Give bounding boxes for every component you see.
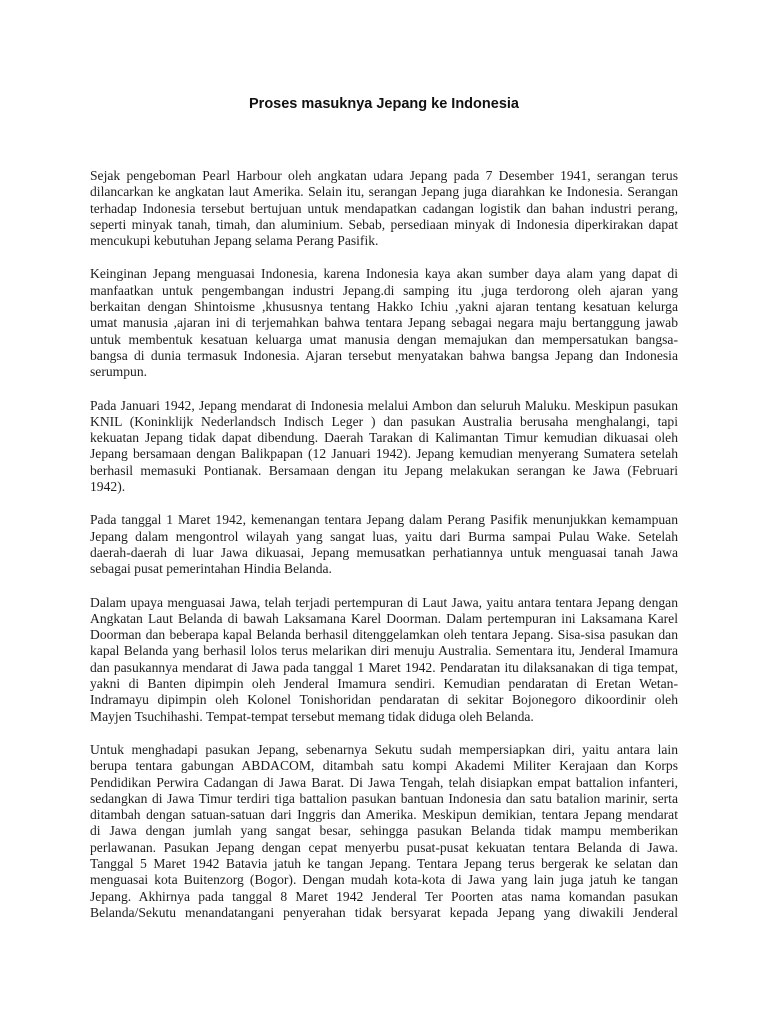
text-line: daerah-daerah di luar Jawa dikuasai, Jepang memusatkan perhatiannya untuk menguasai tanah Jawa: [90, 544, 678, 560]
text-line: Jepang dalam mengontrol wilayah yang sangat luas, yaitu dari Burma sampai Pulau Wake. Setelah: [90, 528, 678, 544]
text-line: Indramayu dipimpin oleh Kolonel Tonishoridan pendaratan di sekitar Bojonegoro dikoordinir oleh: [90, 692, 678, 708]
text-line: Pada Januari 1942, Jepang mendarat di Indonesia melalui Ambon dan seluruh Maluku. Meskipun pasukan: [90, 397, 678, 413]
text-line: yakni di Banten dipimpin oleh Jenderal Imamura sendiri. Kemudian pendaratan di Eretan Wetan-: [90, 676, 678, 692]
text-line: Untuk menghadapi pasukan Jepang, sebenarnya Sekutu sudah mempersiapkan diri, yaitu antara lain: [90, 741, 678, 757]
text-line: dan pasukannya mendarat di Jawa pada tanggal 1 Maret 1942. Pendaratan itu dilaksanakan di tiga tempat,: [90, 659, 678, 675]
paragraph-6: [90, 742, 678, 921]
text-line: sebagai pusat pemerintahan Hindia Belanda.: [90, 561, 332, 577]
paragraph-5: [90, 595, 678, 725]
text-line: berhasil memasuki Pontianak. Bersamaan dengan itu Jepang melakukan serangan ke Jawa (Februari: [90, 462, 678, 478]
text-line: 1942).: [90, 479, 126, 495]
text-line: berkaitan dengan Shintoisme ,khususnya tentang Hakko Ichiu ,yakni ajaran tentang kesatuan kelurga: [90, 299, 678, 315]
text-line: bangsa di dunia termasuk Indonesia. Ajaran tersebut menyatakan bahwa bangsa Jepang dan Indonesia: [90, 347, 678, 363]
text-line: Tanggal 5 Maret 1942 Batavia jatuh ke tangan Jepang. Tentara Jepang terus bergerak ke selatan dan: [90, 855, 678, 871]
text-line: Pada tanggal 1 Maret 1942, kemenangan tentara Jepang dalam Perang Pasifik menunjukkan kemampuan: [90, 512, 678, 528]
text-line: umat manusia ,ajaran ini di terjemahkan bahwa tentara Jepang sebagai negara maju bertanggung jawab: [90, 315, 678, 331]
text-line: Pendidikan Perwira Cadangan di Jawa Barat. Di Jawa Tengah, telah disiapkan empat battalion infanteri,: [90, 774, 678, 790]
text-line: terhadap Indonesia tersebut bertujuan untuk mendapatkan cadangan logistik dan bahan industri perang,: [90, 200, 678, 216]
text-line: Keinginan Jepang menguasai Indonesia, karena Indonesia kaya akan sumber daya alam yang dapat di: [90, 266, 678, 282]
text-line: sedangkan di Jawa Timur terdiri tiga battalion pasukan bantuan Indonesia dan satu batalion marinir, serta: [90, 790, 678, 806]
paragraph-3: [90, 398, 678, 496]
text-line: Jepang. Akhirnya pada tanggal 8 Maret 1942 Jenderal Ter Poorten atas nama komandan pasukan: [90, 888, 678, 904]
text-line: menguasai kota Buitenzorg (Bogor). Dengan mudah kota-kota di Jawa yang lain juga jatuh ke tangan: [90, 872, 678, 888]
text-line: kekuatan Jepang tidak dapat dibendung. Daerah Tarakan di Kalimantan Timur kemudian dikuasai oleh: [90, 430, 678, 446]
text-line: manfaatkan untuk pengembangan industri Jepang.di samping itu ,juga terdorong oleh ajaran yang: [90, 282, 678, 298]
text-line: mencukupi kebutuhan Jepang selama Perang Pasifik.: [90, 233, 379, 249]
text-line: Mayjen Tsuchihashi. Tempat-tempat tersebut memang tidak diduga oleh Belanda.: [90, 708, 534, 724]
paragraph-4: [90, 512, 678, 577]
text-line: untuk membentuk kesatuan keluarga umat manusia dengan memajukan dan mempersatukan bangsa-: [90, 331, 678, 347]
text-line: ditambah dengan satuan-satuan dari Inggris dan Amerika. Meskipun demikian, tentara Jepang mendarat: [90, 807, 678, 823]
text-line: kapal Belanda yang berhasil lolos terus melarikan diri menuju Australia. Sementara itu, Jenderal Imamura: [90, 643, 678, 659]
paragraph-1: [90, 168, 678, 249]
text-line: Belanda/Sekutu menandatangani penyerahan tidak bersyarat kepada Jepang yang diwakili Jenderal: [90, 904, 678, 920]
text-line: berupa tentara gabungan ABDACOM, ditambah satu kompi Akademi Militer Kerajaan dan Korps: [90, 758, 678, 774]
text-line: serumpun.: [90, 364, 148, 380]
text-line: Doorman dan beberapa kapal Belanda berhasil ditenggelamkan oleh tentara Jepang. Sisa-sisa pasukan dan: [90, 627, 678, 643]
text-line: KNIL (Koninklijk Nederlandsch Indisch Leger ) dan pasukan Australia berusaha menghalangi, tapi: [90, 413, 678, 429]
text-line: Sejak pengeboman Pearl Harbour oleh angkatan udara Jepang pada 7 Desember 1941, serangan terus: [90, 168, 678, 183]
text-line: perlawanan. Pasukan Jepang dengan cepat menyerbu pusat-pusat kekuatan tentara Belanda di Jawa.: [90, 839, 678, 855]
text-line: Dalam upaya menguasai Jawa, telah terjadi pertempuran di Laut Jawa, yaitu antara tentara Jepang dengan: [90, 594, 678, 610]
paragraph-2: [90, 266, 678, 380]
text-line: dilancarkan ke angkatan laut Amerika. Selain itu, serangan Jepang juga diarahkan ke Indonesia. Serangan: [90, 184, 678, 200]
document-body: [90, 168, 678, 938]
text-line: seperti minyak tanah, timah, dan aluminium. Sebab, persediaan minyak di Indonesia diperkirakan dapat: [90, 216, 678, 232]
document-title: Proses masuknya Jepang ke Indonesia: [249, 96, 519, 112]
text-line: Angkatan Laut Belanda di bawah Laksamana Karel Doorman. Dalam pertempuran ini Laksamana Karel: [90, 610, 678, 626]
text-line: Jepang bersamaan dengan Balikpapan (12 Januari 1942). Jepang kemudian menyerang Sumatera setelah: [90, 446, 678, 462]
text-line: di Jawa dengan jumlah yang sangat besar, sehingga pasukan Belanda tidak mampu memberikan: [90, 823, 678, 839]
